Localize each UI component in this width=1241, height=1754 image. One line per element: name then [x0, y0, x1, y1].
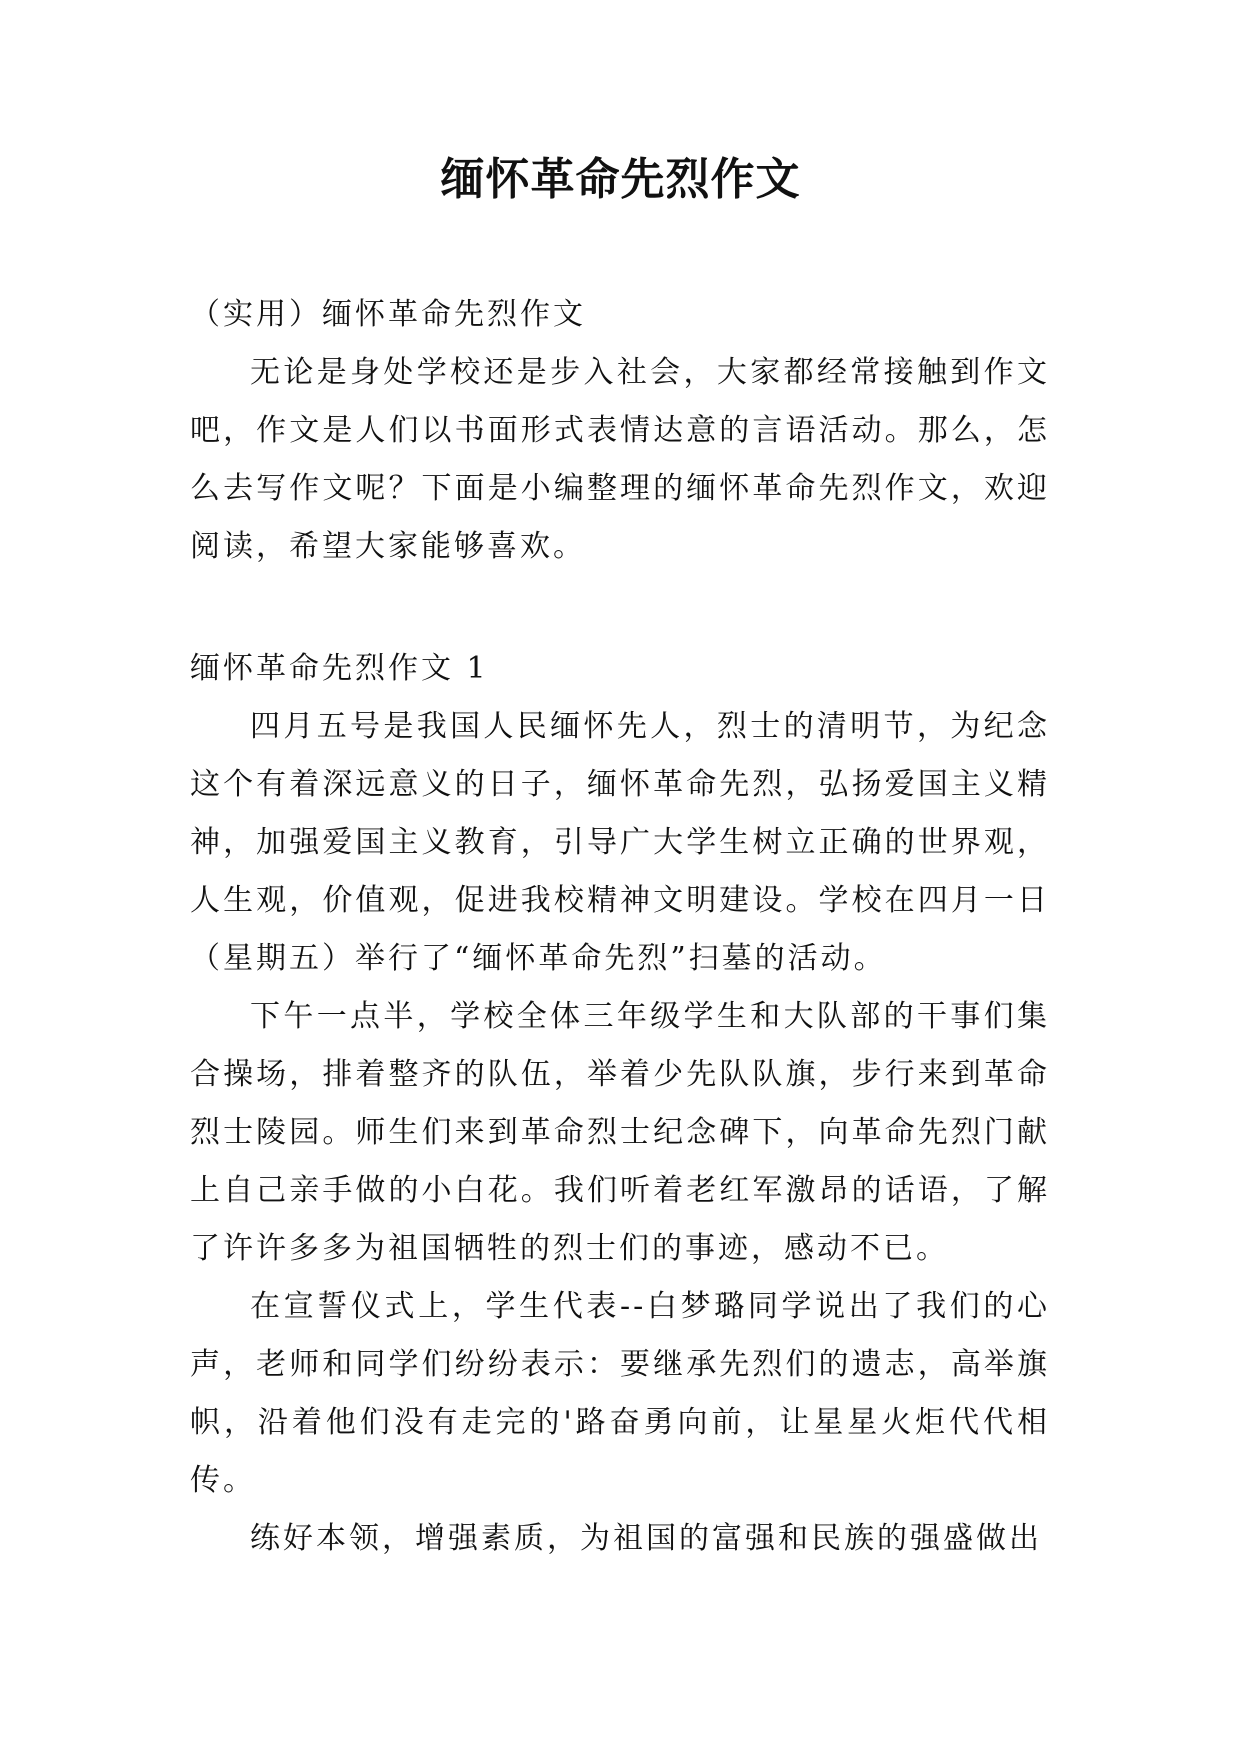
- body-paragraph-1: 四月五号是我国人民缅怀先人，烈士的清明节，为纪念这个有着深远意义的日子，缅怀革命先烈，弘扬爱国主义精神，加强爱国主义教育，引导广大学生树立正确的世界观，人生观，价值观，促进我校精神文明建设。学校在四月一日（星期五）举行了“缅怀革命先烈”扫墓的活动。: [190, 709, 1050, 976]
- section-heading: 缅怀革命先烈作文 1: [190, 651, 489, 686]
- body-paragraph-2: 下午一点半，学校全体三年级学生和大队部的干事们集合操场，排着整齐的队伍，举着少先队队旗，步行来到革命烈士陵园。师生们来到革命烈士纪念碑下，向革命先烈门献上自己亲手做的小白花。我们听着老红军激昂的话语，了解了许许多多为祖国牺牲的烈士们的事迹，感动不已。: [190, 999, 1050, 1266]
- document-body: [190, 286, 1050, 1568]
- section-gap: [190, 576, 1050, 640]
- body-paragraph-3: 在宣誓仪式上，学生代表--白梦璐同学说出了我们的心声，老师和同学们纷纷表示：要继承先烈们的遗志，高举旗帜，沿着他们没有走完的'路奋勇向前，让星星火炬代代相传。: [190, 1289, 1050, 1498]
- intro-paragraph: 无论是身处学校还是步入社会，大家都经常接触到作文吧，作文是人们以书面形式表情达意的言语活动。那么，怎么去写作文呢？下面是小编整理的缅怀革命先烈作文，欢迎阅读，希望大家能够喜欢。: [190, 355, 1050, 564]
- document-title: 缅怀革命先烈作文: [440, 154, 801, 205]
- body-paragraph-4: 练好本领，增强素质，为祖国的富强和民族的强盛做出: [250, 1521, 1042, 1556]
- document-subtitle: （实用）缅怀革命先烈作文: [190, 297, 586, 332]
